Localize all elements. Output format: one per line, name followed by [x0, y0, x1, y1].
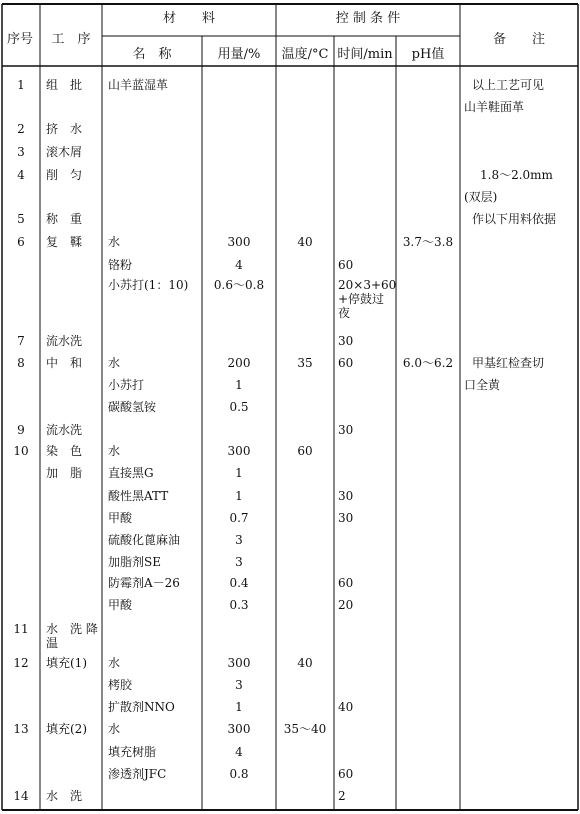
cell-name: 小苏打 — [108, 378, 145, 392]
cell-remark: 甲基红检查切 — [472, 356, 545, 370]
cell-temp: 35～40 — [283, 722, 327, 736]
cell-dosage: 0.4 — [229, 576, 249, 590]
cell-time: 2 — [338, 789, 346, 803]
cell-remark: (双层) — [464, 190, 498, 204]
cell-name: 水 — [108, 235, 121, 249]
cell-ph: 3.7～3.8 — [402, 235, 454, 249]
cell-process: 水 洗 — [46, 789, 83, 803]
cell-process: 削 匀 — [46, 168, 83, 182]
cell-name: 加脂剂SE — [108, 555, 161, 569]
header-control: 控 制 条 件 — [335, 11, 401, 26]
cell-time: 20×3+60 +停鼓过夜 — [338, 278, 397, 320]
cell-dosage: 3 — [235, 555, 243, 569]
cell-seq: 3 — [17, 145, 25, 159]
cell-dosage: 1 — [235, 489, 243, 503]
cell-dosage: 0.6～0.8 — [213, 278, 265, 292]
cell-dosage: 3 — [235, 533, 243, 547]
cell-name: 小苏打(1：10) — [108, 278, 189, 292]
cell-seq: 9 — [17, 423, 25, 437]
cell-time: 30 — [338, 489, 354, 503]
cell-time: 30 — [338, 334, 354, 348]
cell-seq: 4 — [17, 168, 25, 182]
cell-dosage: 300 — [227, 444, 251, 458]
cell-seq: 7 — [17, 334, 25, 348]
cell-time: 30 — [338, 423, 354, 437]
cell-process: 组 批 — [46, 78, 83, 92]
cell-time: 60 — [338, 767, 354, 781]
cell-name: 填充树脂 — [108, 745, 157, 759]
header-name: 名 称 — [132, 47, 172, 62]
cell-dosage: 1 — [235, 700, 243, 714]
cell-name: 铬粉 — [108, 258, 133, 272]
cell-process: 称 重 — [46, 212, 83, 226]
cell-time: 40 — [338, 700, 354, 714]
cell-temp: 40 — [297, 656, 313, 670]
header-ph: pH值 — [411, 47, 445, 62]
cell-process: 填充(2) — [46, 722, 87, 736]
cell-dosage: 200 — [227, 356, 251, 370]
cell-remark: 1.8～2.0mm — [480, 168, 553, 182]
cell-seq: 2 — [17, 122, 25, 136]
cell-dosage: 1 — [235, 378, 243, 392]
cell-seq: 8 — [17, 356, 25, 370]
header-time: 时间/min — [337, 47, 393, 62]
cell-name: 防霉剂A－26 — [108, 576, 180, 590]
cell-remark: 口全黄 — [464, 378, 501, 392]
cell-name: 山羊蓝湿革 — [108, 78, 169, 92]
cell-remark: 山羊鞋面革 — [464, 100, 525, 114]
cell-name: 甲酸 — [108, 598, 133, 612]
cell-dosage: 300 — [227, 722, 251, 736]
header-temp: 温度/°C — [281, 47, 329, 62]
header-materials: 材 料 — [162, 11, 215, 26]
cell-time: 60 — [338, 258, 354, 272]
cell-seq: 11 — [13, 622, 29, 636]
cell-process: 流水洗 — [46, 423, 83, 437]
cell-dosage: 300 — [227, 656, 251, 670]
cell-name: 水 — [108, 656, 121, 670]
cell-process: 流水洗 — [46, 334, 83, 348]
cell-time: 60 — [338, 576, 354, 590]
cell-process: 染 色 — [46, 444, 83, 458]
cell-process: 中 和 — [46, 356, 83, 370]
cell-dosage: 4 — [235, 258, 243, 272]
cell-process: 滚木屑 — [46, 145, 83, 159]
cell-process: 加 脂 — [46, 466, 83, 480]
header-dosage: 用量/% — [217, 47, 261, 62]
cell-name: 扩散剂NNO — [108, 700, 175, 714]
cell-seq: 12 — [13, 656, 29, 670]
cell-temp: 40 — [297, 235, 313, 249]
cell-temp: 35 — [297, 356, 313, 370]
cell-time: 30 — [338, 511, 354, 525]
cell-seq: 10 — [13, 444, 29, 458]
cell-dosage: 3 — [235, 678, 243, 692]
cell-seq: 14 — [13, 789, 29, 803]
cell-ph: 6.0～6.2 — [402, 356, 454, 370]
cell-name: 酸性黑ATT — [108, 489, 169, 503]
cell-seq: 1 — [17, 78, 25, 92]
cell-name: 栲胶 — [108, 678, 133, 692]
cell-name: 直接黑G — [108, 466, 154, 480]
cell-seq: 6 — [17, 235, 25, 249]
cell-remark: 以上工艺可见 — [472, 78, 545, 92]
cell-name: 渗透剂JFC — [108, 767, 167, 781]
cell-time: 60 — [338, 356, 354, 370]
cell-name: 甲酸 — [108, 511, 133, 525]
cell-name: 硫酸化蓖麻油 — [108, 533, 181, 547]
header-seq: 序号 — [6, 32, 33, 47]
cell-dosage: 0.8 — [229, 767, 249, 781]
cell-dosage: 0.5 — [229, 400, 249, 414]
cell-remark: 作以下用料依据 — [472, 212, 557, 226]
cell-dosage: 0.7 — [229, 511, 249, 525]
cell-seq: 13 — [13, 722, 29, 736]
cell-time: 20 — [338, 598, 354, 612]
cell-process: 水 洗 降 温 — [46, 622, 110, 650]
cell-dosage: 300 — [227, 235, 251, 249]
cell-dosage: 0.3 — [229, 598, 249, 612]
header-process: 工 序 — [51, 32, 91, 47]
cell-process: 复 鞣 — [46, 235, 83, 249]
cell-dosage: 4 — [235, 745, 243, 759]
cell-name: 碳酸氢铵 — [108, 400, 157, 414]
cell-name: 水 — [108, 444, 121, 458]
cell-dosage: 1 — [235, 466, 243, 480]
cell-name: 水 — [108, 722, 121, 736]
cell-name: 水 — [108, 356, 121, 370]
header-remarks: 备 注 — [492, 32, 545, 47]
cell-seq: 5 — [17, 212, 25, 226]
cell-process: 填充(1) — [46, 656, 87, 670]
cell-temp: 60 — [297, 444, 313, 458]
cell-process: 挤 水 — [46, 122, 83, 136]
